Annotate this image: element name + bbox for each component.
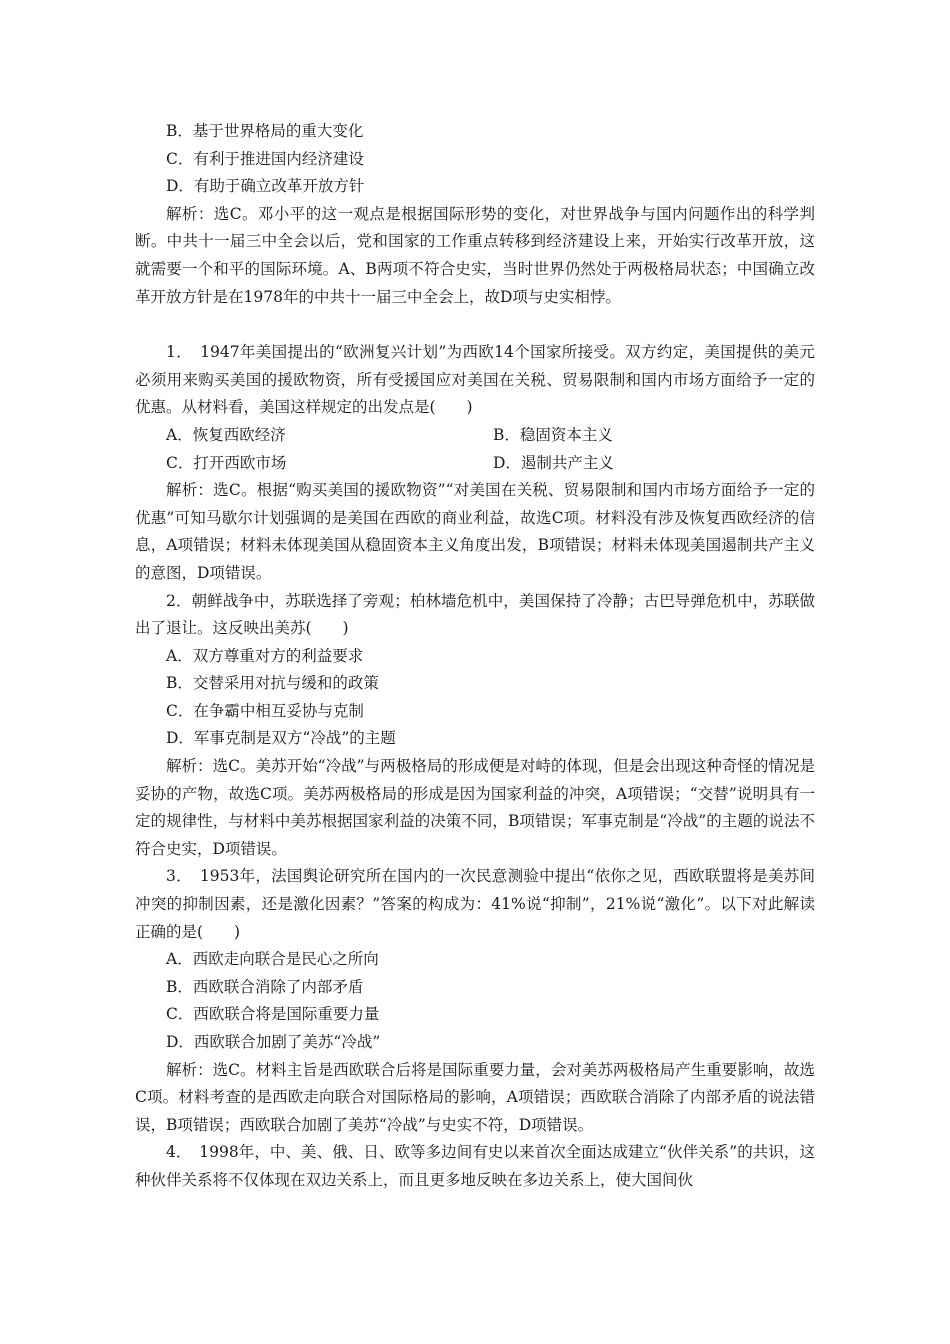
option-b: B．稳固资本主义	[493, 425, 613, 444]
option-c: C．西欧联合将是国际重要力量	[166, 1005, 380, 1024]
option-d: D．西欧联合加剧了美苏“冷战”	[166, 1033, 381, 1051]
option-a: A．双方尊重对方的利益要求	[166, 646, 364, 665]
option-b: B．交替采用对抗与缓和的政策	[166, 674, 379, 693]
option-d: D．有助于确立改革开放方针	[166, 177, 365, 196]
question-4-stem: 4． 1998年，中、美、俄、日、欧等多边间有史以来首次全面达成建立“伙伴关系”的共识，这种伙伴关系将不仅体现在双边关系上，而且更多地反映在多边关系上，使大国间伙	[135, 1143, 815, 1189]
option-c: C．打开西欧市场	[166, 453, 287, 472]
option-c: C．有利于推进国内经济建设	[166, 149, 364, 168]
question-2-stem: 2．朝鲜战争中，苏联选择了旁观；柏林墙危机中，美国保持了冷静；古巴导弹危机中，苏联做出了退让。这反映出美苏( )	[135, 591, 815, 638]
question-3-analysis: 解析：选C。材料主旨是西欧联合后将是国际重要力量，会对美苏两极格局产生重要影响，故选C项。材料考查的是西欧走向联合对国际格局的影响，A项错误；西欧联合消除了内部矛盾的说法错误，B项错误；西欧联合加剧了美苏“冷战”与史实不符，D项错误。	[135, 1060, 815, 1134]
option-d: D．军事克制是双方“冷战”的主题	[166, 729, 396, 748]
question-1-stem: 1． 1947年美国提出的“欧洲复兴计划”为西欧14个国家所接受。双方约定，美国提供的美元必须用来购买美国的援欧物资，所有受援国应对美国在关税、贸易限制和国内市场方面给予一定的优惠。从材料看，美国这样规定的出发点是( )	[135, 343, 815, 417]
option-d: D．遏制共产主义	[493, 453, 614, 472]
question-1-options-row-2	[135, 450, 815, 478]
document-body	[135, 118, 815, 1195]
option-a: A．西欧走向联合是民心之所向	[166, 950, 379, 969]
question-1-options-row-1	[135, 422, 815, 450]
option-c: C．在争霸中相互妥协与克制	[166, 701, 364, 720]
analysis-paragraph: 解析：选C。邓小平的这一观点是根据国际形势的变化，对世界战争与国内问题作出的科学判断。中共十一届三中全会以后，党和国家的工作重点转移到经济建设上来，开始实行改革开放，这就需要一个和平的国际环境。A、B两项不符合史实，当时世界仍然处于两极格局状态；中国确立改革开放方针是在1978年的中共十一届三中全会上，故D项与史实相悖。	[135, 204, 815, 306]
section-gap	[135, 311, 815, 339]
question-2-analysis: 解析：选C。美苏开始“冷战”与两极格局的形成便是对峙的体现，但是会出现这种奇怪的情况是妥协的产物，故选C项。美苏两极格局的形成是因为国家利益的冲突，A项错误；“交替”说明具有一定的规律性，与材料中美苏根据国家利益的决策不同，B项错误；军事克制是“冷战”的主题的说法不符合史实，D项错误。	[135, 757, 815, 858]
question-3-stem: 3． 1953年，法国舆论研究所在国内的一次民意测验中提出“依你之见，西欧联盟将是美苏间冲突的抑制因素，还是激化因素？”答案的构成为：41%说“抑制”，21%说“激化”。以下对此解读正确的是( )	[135, 867, 815, 941]
question-1-analysis: 解析：选C。根据“购买美国的援欧物资”“对美国在关税、贸易限制和国内市场方面给予一定的优惠”可知马歇尔计划强调的是美国在西欧的商业利益，故选C项。材料没有涉及恢复西欧经济的信息，A项错误；材料未体现美国从稳固资本主义角度出发，B项错误；材料未体现美国遏制共产主义的意图，D项错误。	[135, 481, 815, 582]
option-b: B．西欧联合消除了内部矛盾	[166, 977, 364, 996]
option-b: B．基于世界格局的重大变化	[166, 122, 364, 140]
option-a: A．恢复西欧经济	[166, 425, 286, 444]
